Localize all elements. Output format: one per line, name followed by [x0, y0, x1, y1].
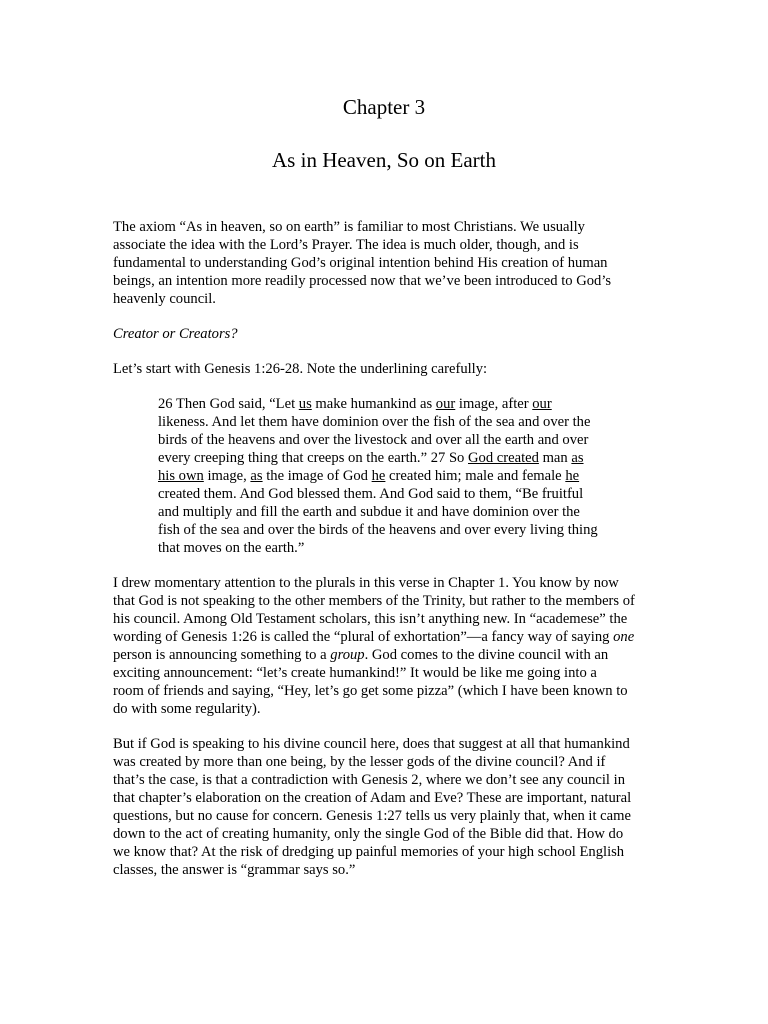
text-line: fundamental to understanding God’s original intention behind His creation of human [113, 255, 608, 271]
text-line: associate the idea with the Lord’s Prayer. The idea is much older, though, and is [113, 237, 579, 253]
underlined-word: he [565, 468, 580, 484]
scripture-block-quote [158, 395, 628, 557]
text-line: questions, but no cause for concern. Genesis 1:27 tells us very plainly that, when it came [113, 808, 631, 824]
text-line: The axiom “As in heaven, so on earth” is familiar to most Christians. We usually [113, 219, 585, 235]
quote-line: birds of the heavens and over the livestock and over all the earth and over [158, 432, 589, 448]
text-line: person is announcing something to a group. God comes to the divine council with an [113, 647, 609, 663]
text-line: we know that? At the risk of dredging up painful memories of your high school English [113, 844, 625, 860]
quote-line: fish of the sea and over the birds of the heavens and over every living thing [158, 522, 598, 538]
divine-council-question-paragraph [113, 735, 658, 879]
text-line: down to the act of creating humanity, only the single God of the Bible did that. How do [113, 826, 624, 842]
quote-line: created them. And God blessed them. And God said to them, “Be fruitful [158, 486, 584, 502]
text-line: room of friends and saying, “Hey, let’s go get some pizza” (which I have been known to [113, 683, 628, 699]
underlined-word: as [250, 468, 263, 484]
text-line: exciting announcement: “let’s create humankind!” It would be like me going into a [113, 665, 597, 681]
text-line: beings, an intention more readily processed now that we’ve been introduced to God’s [113, 273, 612, 289]
chapter-title: As in Heaven, So on Earth [272, 148, 496, 172]
quote-line: his own image, as the image of God he created him; male and female he [158, 468, 580, 484]
plural-explanation-paragraph [113, 574, 658, 718]
text-line: wording of Genesis 1:26 is called the “plural of exhortation”—a fancy way of saying one [113, 629, 635, 645]
underlined-word: us [298, 396, 312, 412]
italic-word: group [330, 647, 365, 663]
text-line: was created by more than one being, by the lesser gods of the divine council? And if [113, 754, 606, 770]
underlined-word: he [371, 468, 386, 484]
text-line: that’s the case, is that a contradiction with Genesis 2, where we don’t see any council in [113, 772, 625, 788]
quote-line: and multiply and fill the earth and subdue it and have dominion over the [158, 504, 580, 520]
lead-in-paragraph: Let’s start with Genesis 1:26-28. Note the underlining carefully: [113, 361, 488, 377]
quote-line: that moves on the earth.” [158, 540, 305, 556]
text-line: that chapter’s elaboration on the creation of Adam and Eve? These are important, natural [113, 790, 632, 806]
underlined-word: God created [468, 450, 539, 466]
quote-line: 26 Then God said, “Let us make humankind as our image, after our [158, 396, 552, 412]
underlined-word: his own [158, 468, 204, 484]
underlined-word: our [532, 396, 552, 412]
text-line: do with some regularity). [113, 701, 261, 717]
body-text [113, 218, 658, 879]
italic-word: one [613, 629, 635, 645]
chapter-number: Chapter 3 [342, 95, 426, 119]
underlined-word: as [571, 450, 584, 466]
section-subheading: Creator or Creators? [113, 326, 238, 342]
intro-paragraph [113, 218, 658, 308]
underlined-word: our [435, 396, 456, 412]
text-line: his council. Among Old Testament scholars, this isn’t anything new. In “academese” the [113, 611, 628, 627]
text-line: that God is not speaking to the other members of the Trinity, but rather to the members of [113, 593, 635, 609]
quote-line: likeness. And let them have dominion over the fish of the sea and over the [158, 414, 591, 430]
text-line: heavenly council. [113, 291, 216, 307]
quote-line: every creeping thing that creeps on the earth.” 27 So God created man as [158, 450, 584, 466]
text-line: classes, the answer is “grammar says so.” [113, 862, 356, 878]
text-line: I drew momentary attention to the plurals in this verse in Chapter 1. You know by now [113, 575, 619, 591]
text-line: But if God is speaking to his divine council here, does that suggest at all that humankind [113, 736, 630, 752]
